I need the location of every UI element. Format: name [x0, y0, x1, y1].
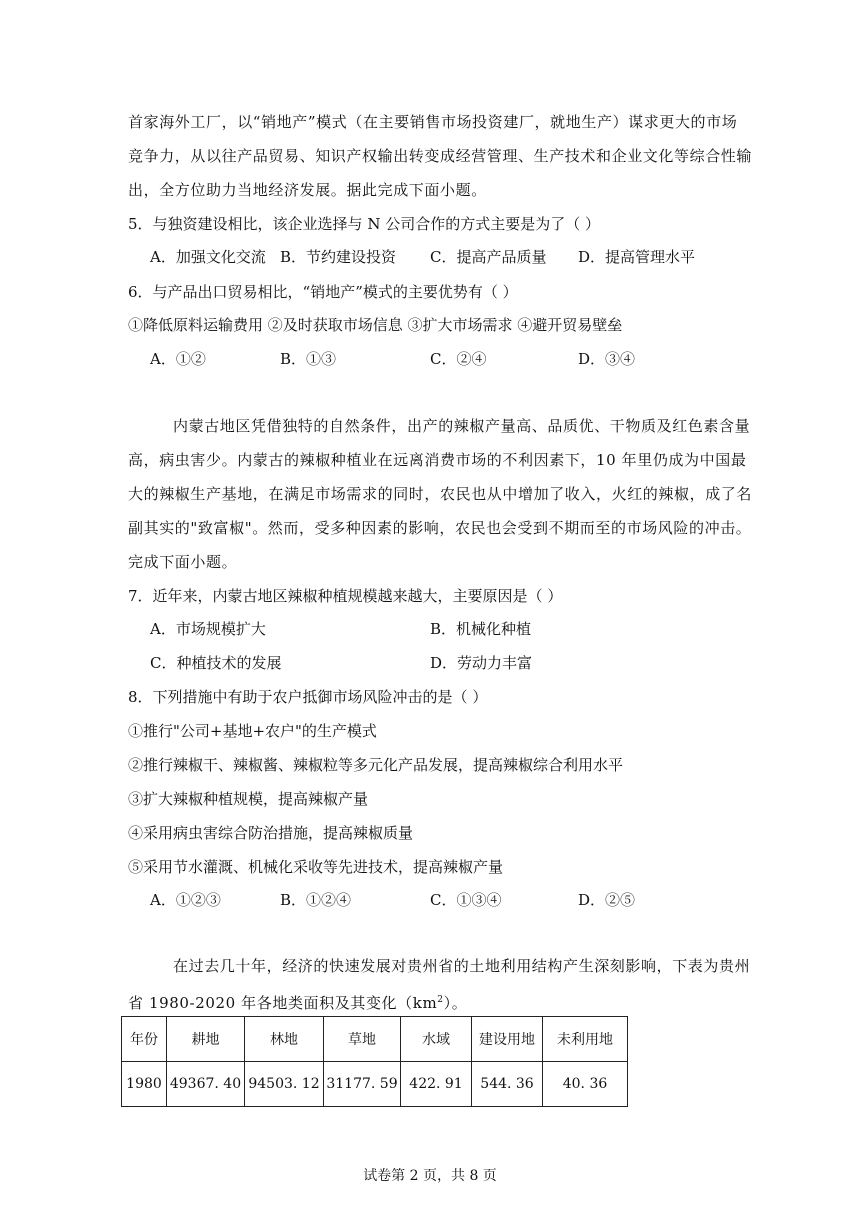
table-cell: 1980: [122, 1062, 167, 1107]
table-cell: 94503. 12: [245, 1062, 324, 1107]
q8-option-a[interactable]: A．①②③: [150, 891, 221, 909]
q8-item-3: ③扩大辣椒种植规模，提高辣椒产量: [128, 790, 369, 808]
table-cell: 40. 36: [543, 1062, 628, 1107]
passage1-line-2: 竞争力，从以往产品贸易、知识产权输出转变成经营管理、生产技术和企业文化等综合性输: [128, 147, 753, 165]
passage2-line-2: 高，病虫害少。内蒙古的辣椒种植业在远离消费市场的不利因素下，10 年里仍成为中国最: [128, 451, 747, 469]
q8-item-1: ①推行"公司+基地+农户"的生产模式: [128, 722, 377, 740]
q8-item-2: ②推行辣椒干、辣椒酱、辣椒粒等多元化产品发展，提高辣椒综合利用水平: [128, 756, 624, 774]
table-header-cell: 水域: [401, 1017, 472, 1062]
table-header-cell: 草地: [324, 1017, 401, 1062]
table-header-cell: 建设用地: [472, 1017, 543, 1062]
q6-items: ①降低原料运输费用 ②及时获取市场信息 ③扩大市场需求 ④避开贸易壁垒: [128, 316, 623, 334]
q6-option-b[interactable]: B．①③: [280, 350, 337, 368]
passage1-line-1: 首家海外工厂，以“销地产”模式（在主要销售市场投资建厂，就地生产）谋求更大的市场: [128, 113, 738, 131]
q8-item-4: ④采用病虫害综合防治措施，提高辣椒质量: [128, 824, 414, 842]
q5-option-a[interactable]: A．加强文化交流: [150, 248, 266, 266]
passage2-line-5: 完成下面小题。: [128, 553, 238, 571]
passage3-line-2-end: ）。: [443, 994, 468, 1012]
q7-option-d[interactable]: D．劳动力丰富: [430, 654, 533, 672]
q5-stem: 5．与独资建设相比，该企业选择与 N 公司合作的方式主要是为了（ ）: [128, 215, 600, 233]
q7-stem: 7．近年来，内蒙古地区辣椒种植规模越来越大，主要原因是（ ）: [128, 587, 563, 605]
q5-option-c[interactable]: C．提高产品质量: [430, 248, 547, 266]
q7-option-a[interactable]: A．市场规模扩大: [150, 620, 266, 638]
q6-stem: 6．与产品出口贸易相比，“销地产”模式的主要优势有（ ）: [128, 283, 518, 301]
q5-option-d[interactable]: D．提高管理水平: [578, 248, 696, 266]
q5-option-b[interactable]: B．节约建设投资: [280, 248, 397, 266]
q8-stem: 8．下列措施中有助于农户抵御市场风险冲击的是（ ）: [128, 688, 488, 706]
passage3-line-1: 在过去几十年，经济的快速发展对贵州省的土地利用结构产生深刻影响，下表为贵州: [173, 957, 751, 975]
unit-superscript: 2: [437, 995, 444, 1005]
table-header-cell: 林地: [245, 1017, 324, 1062]
table-header-cell: 未利用地: [543, 1017, 628, 1062]
table-cell: 422. 91: [401, 1062, 472, 1107]
table-cell: 544. 36: [472, 1062, 543, 1107]
table-header-row: [122, 1017, 628, 1062]
passage3-line-2: [128, 990, 467, 1013]
passage2-line-3: 大的辣椒生产基地，在满足市场需求的同时，农民也从中增加了收入，火红的辣椒，成了名: [128, 485, 753, 503]
q8-item-5: ⑤采用节水灌溉、机械化采收等先进技术，提高辣椒产量: [128, 858, 504, 876]
q6-option-d[interactable]: D．③④: [578, 350, 636, 368]
q6-option-c[interactable]: C．②④: [430, 350, 487, 368]
q8-option-d[interactable]: D．②⑤: [578, 891, 636, 909]
q7-option-c[interactable]: C．种植技术的发展: [150, 654, 282, 672]
table-header-cell: 年份: [122, 1017, 167, 1062]
table-cell: 49367. 40: [167, 1062, 245, 1107]
q6-option-a[interactable]: A．①②: [150, 350, 206, 368]
q7-option-b[interactable]: B．机械化种植: [430, 620, 532, 638]
table-header-cell: 耕地: [167, 1017, 245, 1062]
land-use-table: [121, 1016, 628, 1107]
passage3-line-2-text: 省 1980-2020 年各地类面积及其变化（km: [128, 994, 438, 1012]
passage1-line-3: 出，全方位助力当地经济发展。据此完成下面小题。: [128, 181, 487, 199]
passage2-line-1: 内蒙古地区凭借独特的自然条件，出产的辣椒产量高、品质优、干物质及红色素含量: [173, 417, 751, 435]
table-row: [122, 1062, 628, 1107]
q8-option-b[interactable]: B．①②④: [280, 891, 352, 909]
q8-option-c[interactable]: C．①③④: [430, 891, 502, 909]
table-cell: 31177. 59: [324, 1062, 401, 1107]
page-footer: 试卷第 2 页，共 8 页: [363, 1168, 497, 1184]
passage2-line-4: 副其实的"致富椒"。然而，受多种因素的影响，农民也会受到不期而至的市场风险的冲击。: [128, 519, 752, 537]
